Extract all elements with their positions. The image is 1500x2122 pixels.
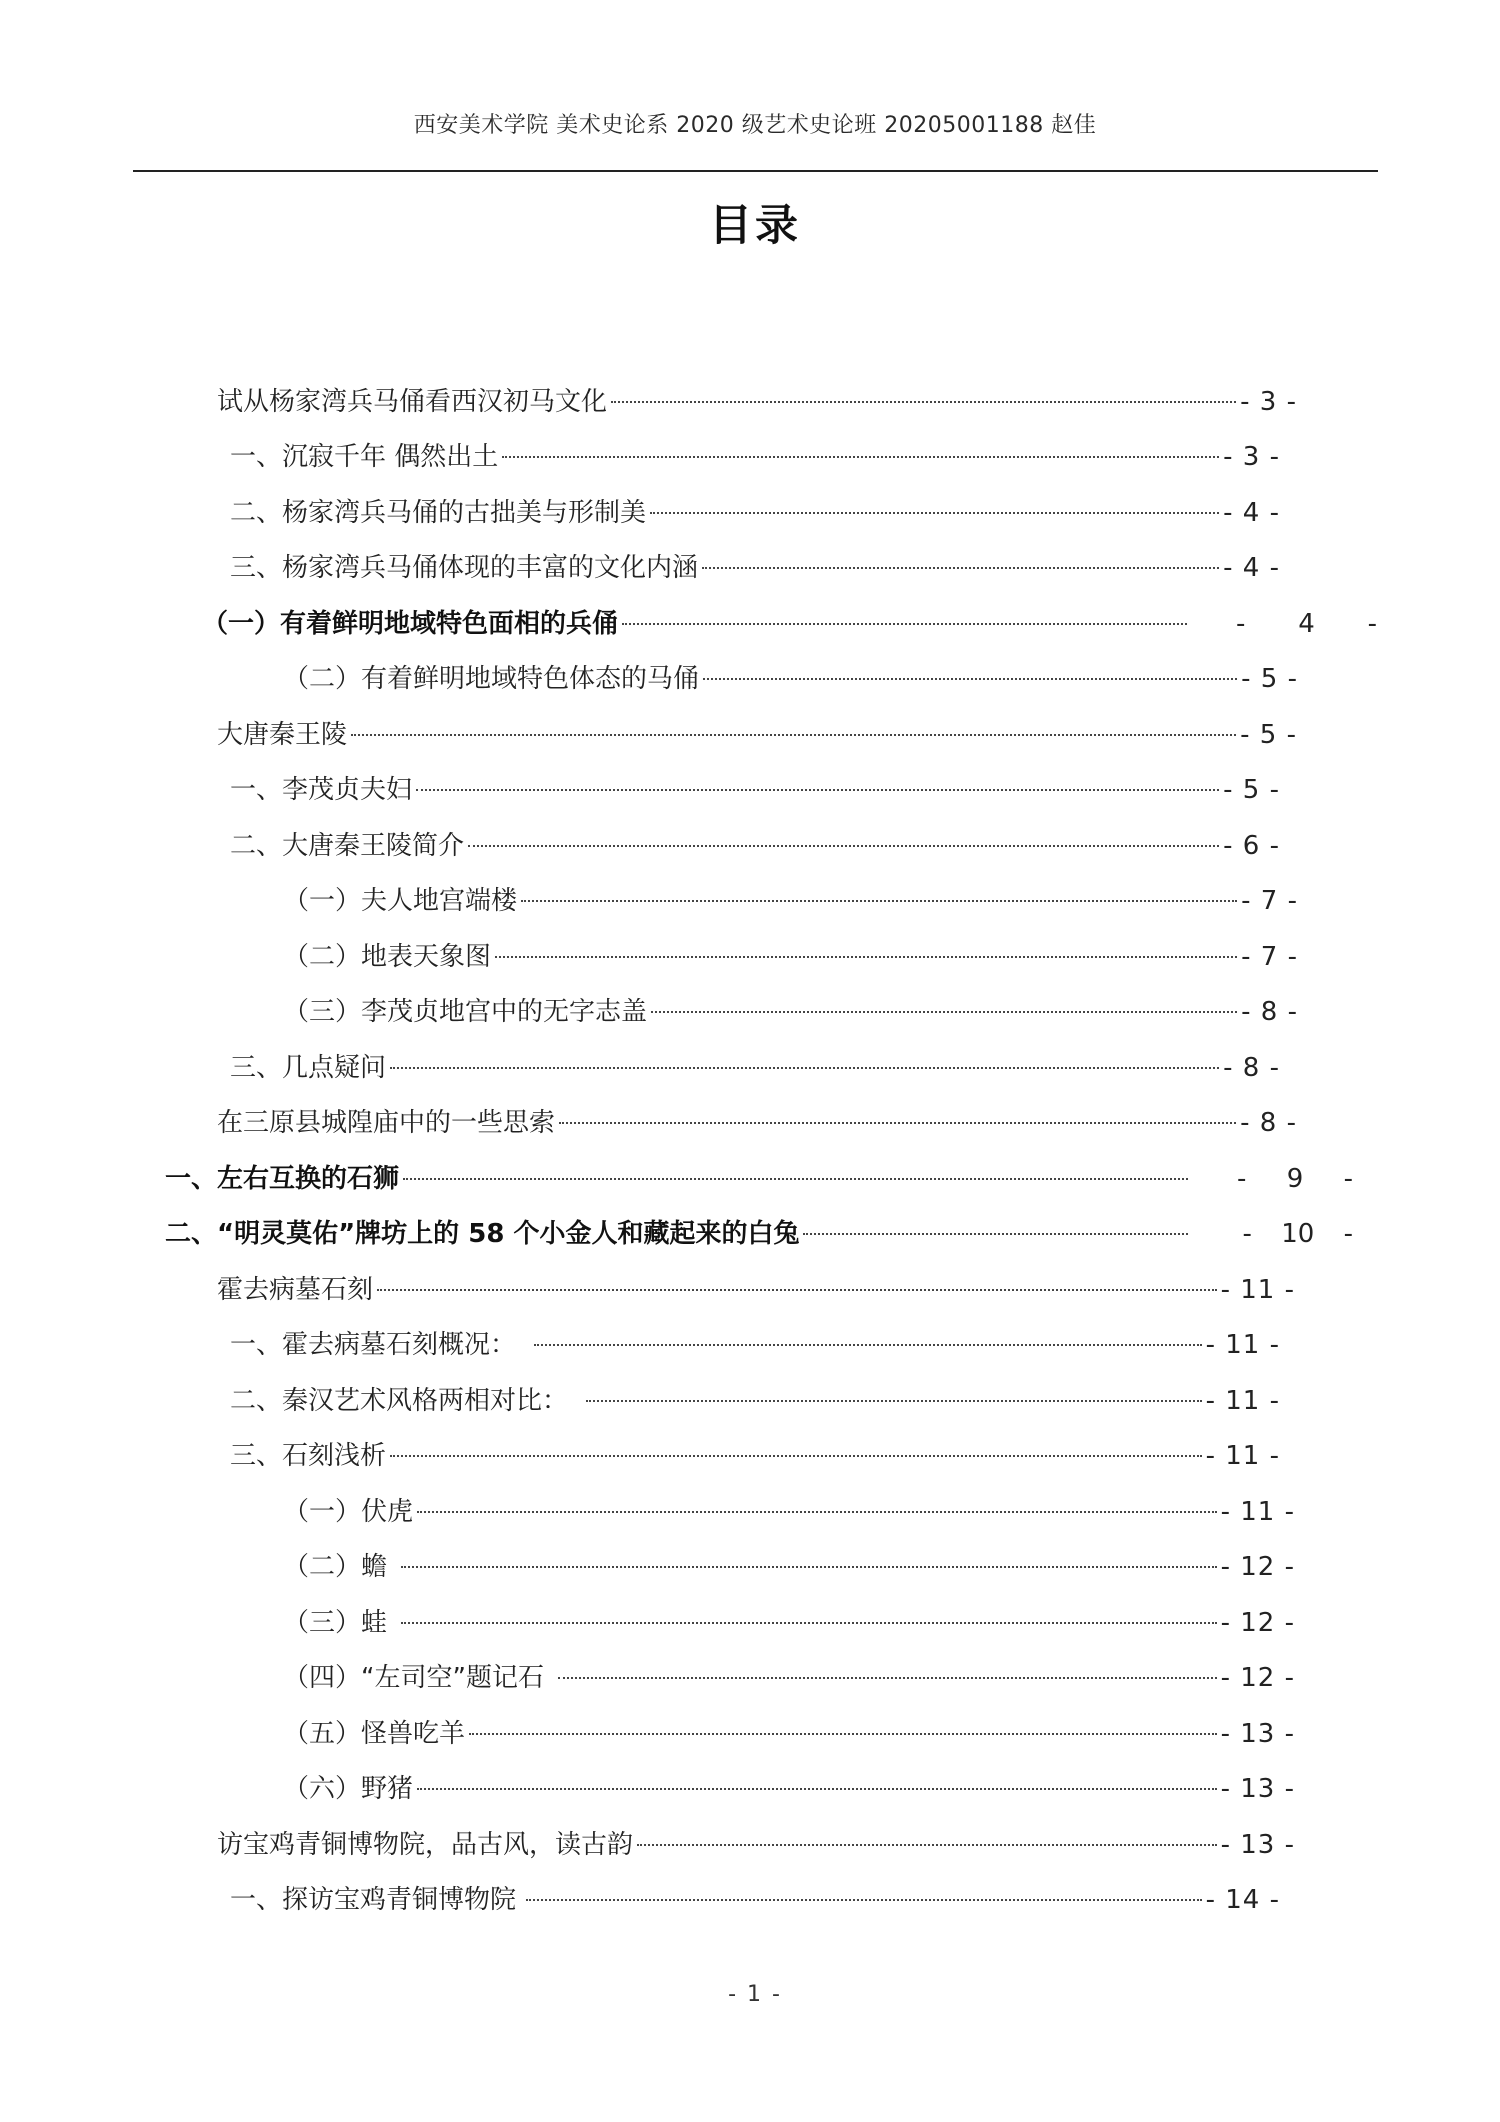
toc-entry-label: 一、李茂贞夫妇 — [230, 775, 413, 805]
toc-entry[interactable] — [283, 1547, 1295, 1587]
toc-entry[interactable] — [217, 1270, 1295, 1310]
toc-entry-page: - 8 - — [1241, 997, 1298, 1027]
toc-entry-page: - 12 - — [1220, 1552, 1295, 1582]
toc-entry-label: 二、杨家湾兵马俑的古拙美与形制美 — [230, 498, 647, 528]
toc-entry-page: - 6 - — [1223, 831, 1280, 861]
toc-entry-label: （三）李茂贞地宫中的无字志盖 — [283, 997, 648, 1027]
toc-entry[interactable] — [230, 1880, 1280, 1920]
dot-leader — [803, 1233, 1188, 1235]
toc-entry-label: （五）怪兽吃羊 — [283, 1719, 466, 1749]
toc-entry[interactable] — [165, 1214, 1353, 1254]
toc-entry-label: 一、沉寂千年 偶然出土 — [230, 442, 499, 472]
page-title: 目录 — [709, 201, 801, 251]
toc-entry[interactable] — [230, 1381, 1280, 1421]
toc-entry[interactable] — [230, 548, 1280, 588]
toc-entry-label: 二、“明灵莫佑”牌坊上的 58 个小金人和藏起来的白兔 — [165, 1219, 800, 1249]
toc-entry[interactable] — [283, 659, 1298, 699]
dot-leader — [521, 900, 1237, 902]
toc-entry-label: 二、秦汉艺术风格两相对比： — [230, 1386, 569, 1416]
toc-entry-label: 二、大唐秦王陵简介 — [230, 831, 465, 861]
toc-entry-label: （二）地表天象图 — [283, 942, 492, 972]
toc-entry[interactable] — [217, 382, 1297, 422]
dot-leader — [401, 1622, 1217, 1624]
toc-entry-page: - 11 - — [1220, 1497, 1295, 1527]
toc-entry-label: 访宝鸡青铜博物院，品古风，读古韵 — [217, 1830, 634, 1860]
toc-entry-label: 大唐秦王陵 — [217, 720, 348, 750]
toc-entry-label: 试从杨家湾兵马俑看西汉初马文化 — [217, 387, 608, 417]
dot-leader — [651, 1011, 1237, 1013]
dot-leader — [495, 956, 1237, 958]
toc-entry-page: - 3 - — [1223, 442, 1280, 472]
toc-entry-page: - 11 - — [1205, 1330, 1280, 1360]
dot-leader — [534, 1344, 1202, 1346]
dot-leader — [611, 401, 1236, 403]
toc-entry-page: - 13 - — [1220, 1719, 1295, 1749]
toc-entry[interactable] — [283, 1769, 1295, 1809]
toc-entry[interactable] — [283, 881, 1298, 921]
toc-entry-label: （二）有着鲜明地域特色体态的马俑 — [283, 664, 700, 694]
toc-entry[interactable] — [283, 1714, 1295, 1754]
toc-entry-label: 一、探访宝鸡青铜博物院 — [230, 1885, 517, 1915]
toc-entry-page: - 12 - — [1220, 1608, 1295, 1638]
toc-entry-label: （四）“左司空”题记石 — [283, 1663, 544, 1693]
dot-leader — [469, 1733, 1217, 1735]
dot-leader — [416, 789, 1219, 791]
toc-entry[interactable] — [217, 715, 1297, 755]
toc-entry-label: （一）夫人地宫端楼 — [283, 886, 518, 916]
toc-entry[interactable] — [217, 1825, 1295, 1865]
toc-entry[interactable] — [230, 437, 1280, 477]
toc-entry-label: 在三原县城隍庙中的一些思索 — [217, 1108, 556, 1138]
toc-entry-page: - 11 - — [1205, 1386, 1280, 1416]
toc-entry-page: - 14 - — [1205, 1885, 1280, 1915]
toc-entry[interactable] — [283, 992, 1298, 1032]
toc-entry[interactable] — [283, 1658, 1295, 1698]
toc-entry[interactable] — [165, 1159, 1353, 1199]
page-number: 4 — [1298, 609, 1315, 639]
dot-leader — [586, 1400, 1202, 1402]
toc-entry-page — [1192, 1159, 1353, 1199]
toc-entry-label: （三）蛙 — [283, 1608, 388, 1638]
toc-entry[interactable] — [230, 826, 1280, 866]
dot-leader — [468, 845, 1219, 847]
toc-entry[interactable] — [230, 770, 1280, 810]
dot-leader — [390, 1067, 1219, 1069]
toc-entry[interactable] — [283, 1492, 1295, 1532]
toc-entry-page — [1191, 604, 1377, 644]
toc-entry-page: - 5 - — [1223, 775, 1280, 805]
toc-entry-label: （一）伏虎 — [283, 1497, 414, 1527]
toc-entry-label: （二）蟾 — [283, 1552, 388, 1582]
toc-entry-page: - 13 - — [1220, 1774, 1295, 1804]
toc-entry[interactable] — [230, 493, 1280, 533]
page-number: 9 — [1286, 1164, 1304, 1194]
toc-entry-page: - 13 - — [1220, 1830, 1295, 1860]
toc-entry[interactable] — [230, 1436, 1280, 1476]
toc-entry-label: 三、杨家湾兵马俑体现的丰富的文化内涵 — [230, 553, 699, 583]
page-dash: - — [1343, 1164, 1353, 1194]
toc-entry-page: - 8 - — [1223, 1053, 1280, 1083]
page-number: 10 — [1281, 1219, 1315, 1249]
toc-entry-page: - 12 - — [1220, 1663, 1295, 1693]
toc-entry-label: 一、左右互换的石狮 — [165, 1164, 400, 1194]
page-header: 西安美术学院 美术史论系 2020 级艺术史论班 20205001188 赵佳 — [413, 113, 1097, 138]
page-dash: - — [1236, 609, 1246, 639]
page-dash: - — [1343, 1219, 1353, 1249]
dot-leader — [637, 1844, 1217, 1846]
toc-entry-page — [1192, 1214, 1353, 1254]
toc-entry[interactable] — [283, 1603, 1295, 1643]
toc-entry-label: 三、几点疑问 — [230, 1053, 387, 1083]
toc-entry-page: - 4 - — [1223, 553, 1280, 583]
toc-entry-label: 三、石刻浅析 — [230, 1441, 387, 1471]
toc-entry-label: 一、霍去病墓石刻概况： — [230, 1330, 517, 1360]
toc-entry-label: （一）有着鲜明地域特色面相的兵俑 — [202, 609, 619, 639]
page-dash: - — [1237, 1164, 1247, 1194]
dot-leader — [401, 1566, 1217, 1568]
dot-leader — [526, 1899, 1202, 1901]
page-dash: - — [1242, 1219, 1252, 1249]
toc-entry[interactable] — [230, 1325, 1280, 1365]
dot-leader — [650, 512, 1219, 514]
dot-leader — [702, 567, 1219, 569]
toc-entry-label: （六）野猪 — [283, 1774, 414, 1804]
dot-leader — [377, 1289, 1217, 1291]
page-number-footer: - 1 - — [728, 1982, 782, 2007]
toc-entry-page: - 7 - — [1241, 886, 1298, 916]
toc-entry-page: - 5 - — [1241, 664, 1298, 694]
dot-leader — [351, 734, 1236, 736]
toc-entry-page: - 4 - — [1223, 498, 1280, 528]
dot-leader — [559, 1122, 1236, 1124]
toc-entry-page: - 5 - — [1240, 720, 1297, 750]
dot-leader — [390, 1455, 1202, 1457]
page-dash: - — [1367, 609, 1377, 639]
dot-leader — [417, 1788, 1217, 1790]
dot-leader — [502, 456, 1219, 458]
toc-entry-page: - 11 - — [1205, 1441, 1280, 1471]
dot-leader — [622, 623, 1187, 625]
dot-leader — [558, 1677, 1217, 1679]
toc-entry-page: - 8 - — [1240, 1108, 1297, 1138]
toc-entry[interactable] — [230, 1048, 1280, 1088]
dot-leader — [403, 1178, 1188, 1180]
toc-entry[interactable] — [283, 937, 1298, 977]
header-rule — [133, 170, 1378, 172]
toc-entry-label: 霍去病墓石刻 — [217, 1275, 374, 1305]
toc-entry-page: - 11 - — [1220, 1275, 1295, 1305]
toc-entry[interactable] — [202, 604, 1377, 644]
dot-leader — [417, 1511, 1217, 1513]
toc-entry[interactable] — [217, 1103, 1297, 1143]
toc-entry-page: - 7 - — [1241, 942, 1298, 972]
toc-entry-page: - 3 - — [1240, 387, 1297, 417]
dot-leader — [703, 678, 1237, 680]
